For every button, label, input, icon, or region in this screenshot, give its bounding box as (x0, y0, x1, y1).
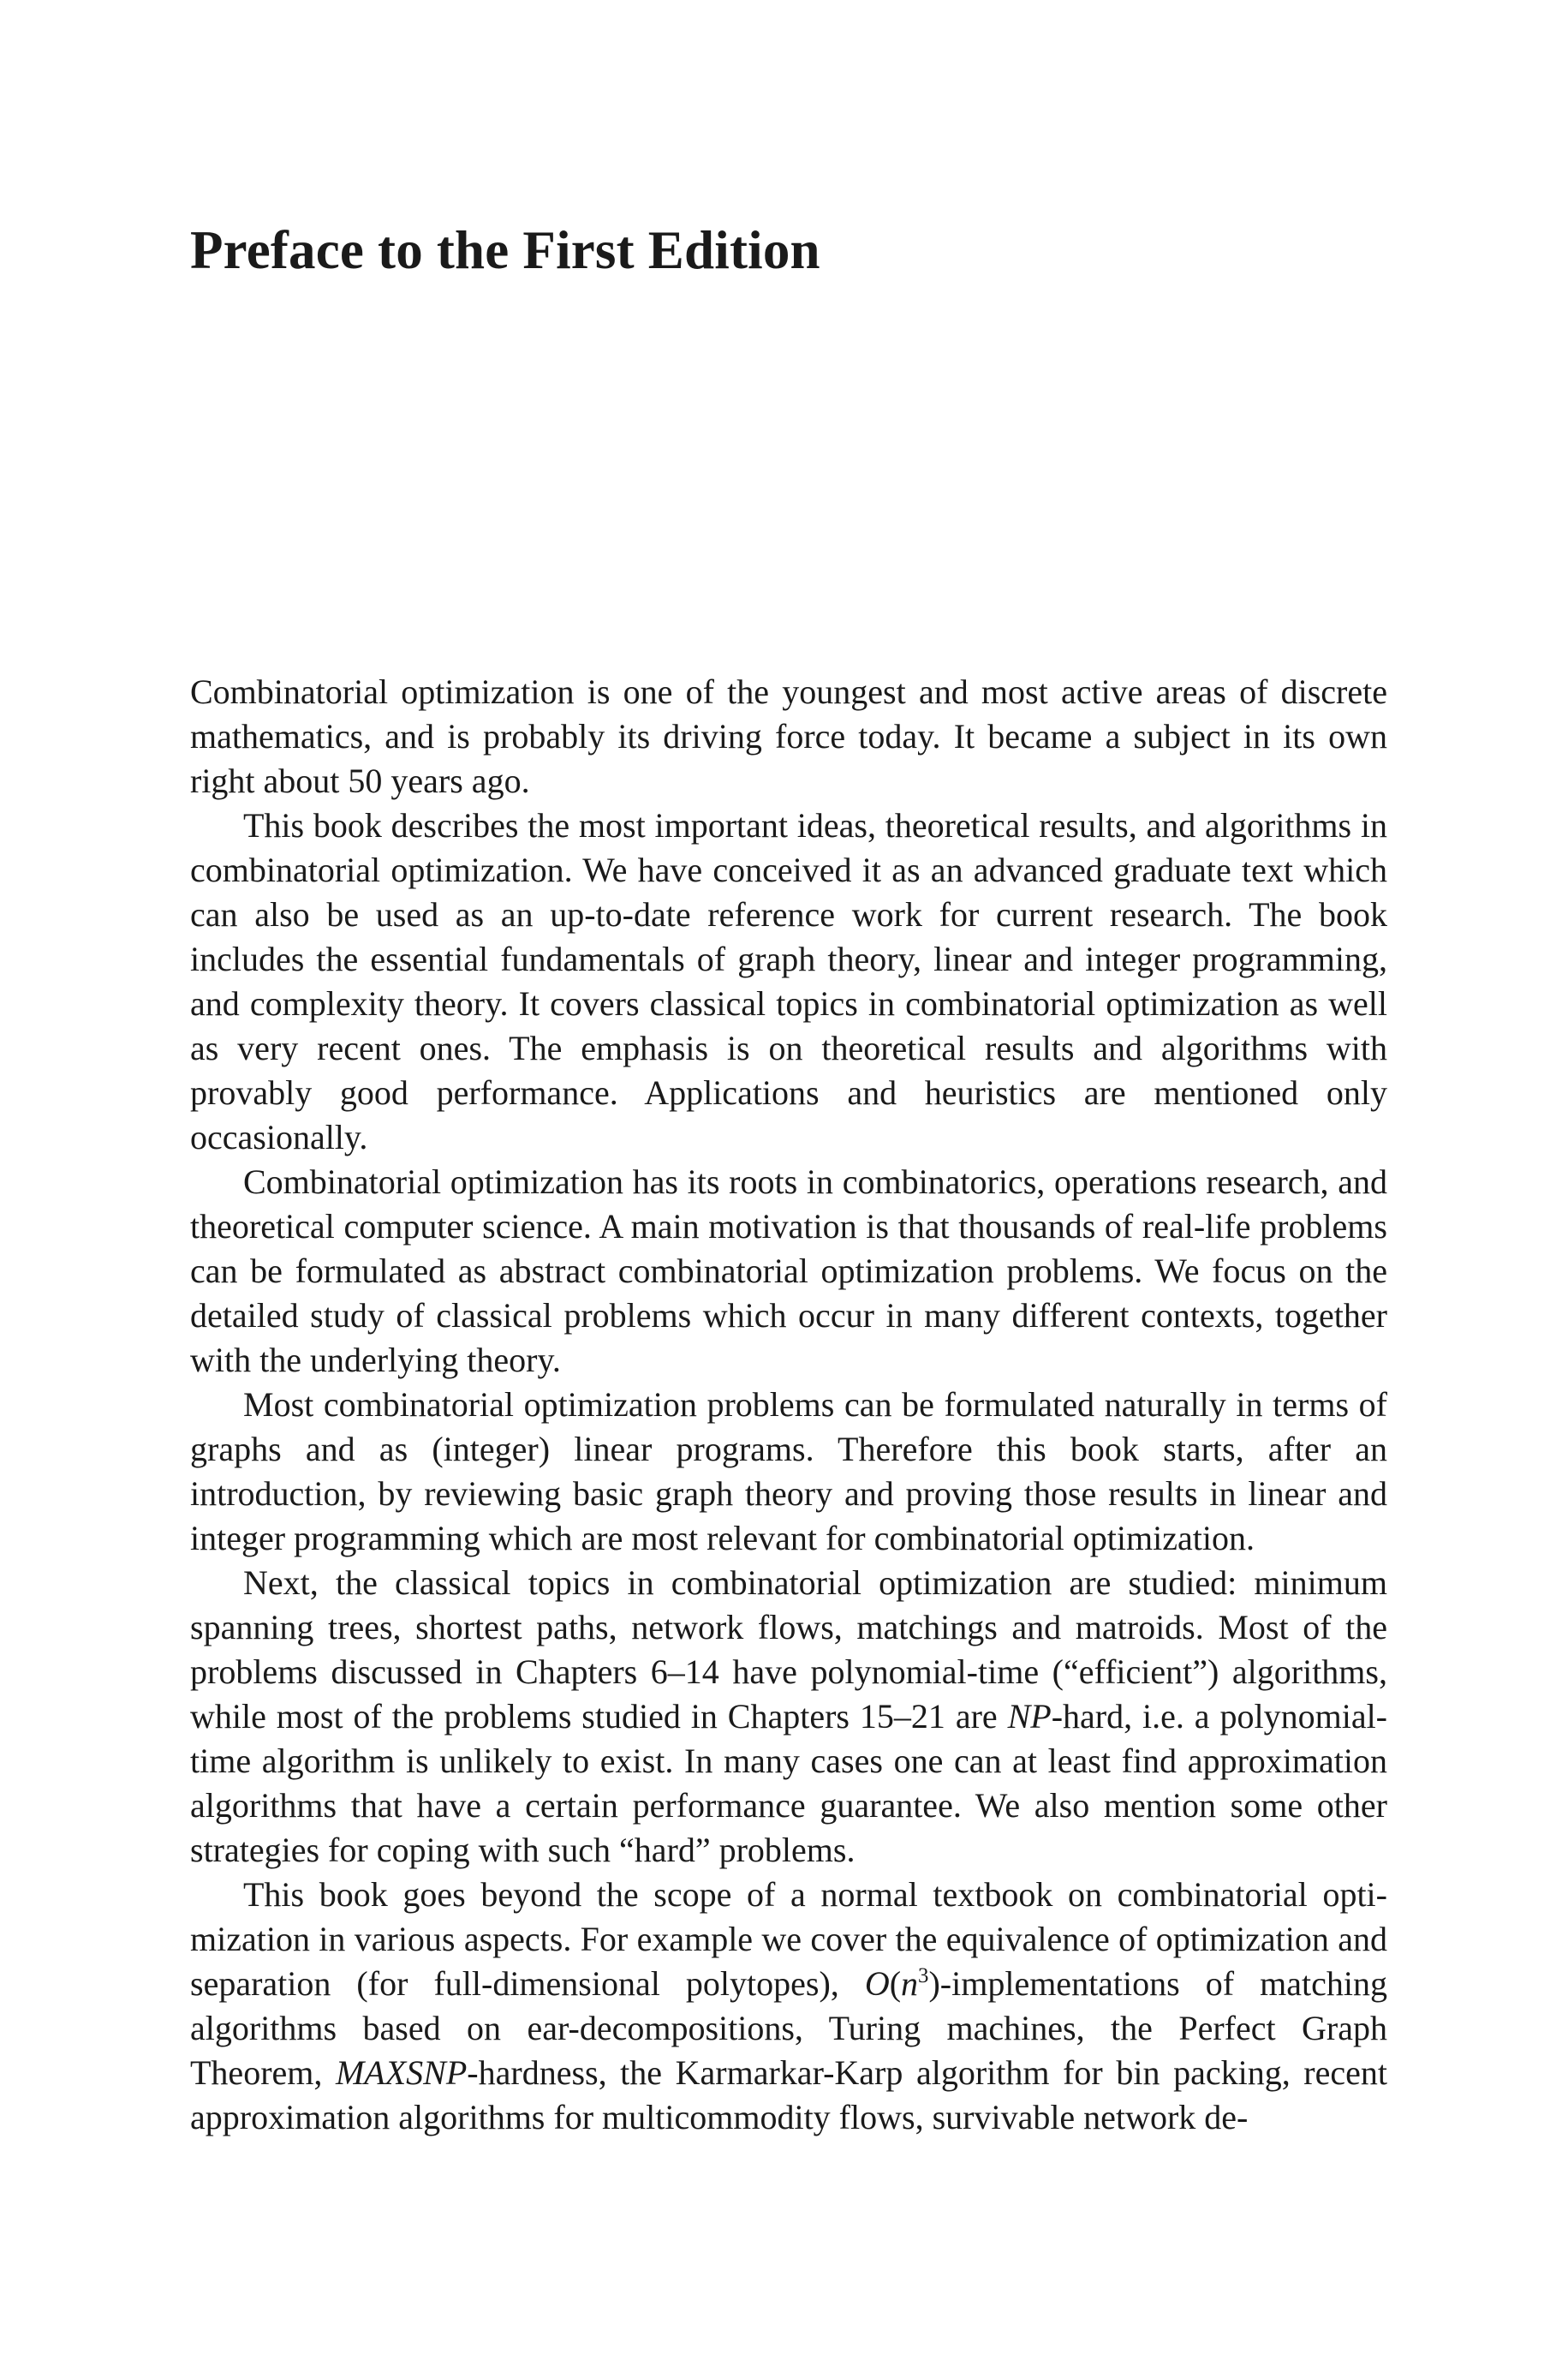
paragraph-5-text-a: Next, the classical topics in combinatorial optimization are studied: minimum spanning trees, shortest paths, network flows, matchings and matroids. Most of the problems discussed in Chapters 6–14 have polynomial-time (“efficient”) algorithms, while most of the problems studied in Chapters 15–21 are (190, 1563, 1387, 1736)
open-paren: ( (889, 1964, 902, 2003)
paragraph-6-text-b: -implementations of matching algorithms based on ear-decompositions, Turing machines, the Perfect Graph Theorem, (190, 1964, 1387, 2092)
paragraph-5-text-b: -hard, i.e. a polynomial-time algorithm is unlikely to exist. In many cases one can at least find approximation algorithms that have a certain performance guarantee. We also mention some other strategies for coping with such “hard” problems. (190, 1697, 1388, 1869)
maxsnp-term: MAXSNP (335, 2053, 468, 2092)
paragraph-5 (190, 1561, 1387, 1873)
paragraph-6 (190, 1873, 1387, 2140)
page-title: Preface to the First Edition (190, 220, 820, 280)
np-term: NP (1007, 1697, 1052, 1736)
paragraph-3: Combinatorial optimization has its roots in combinatorics, operations research, and theoretical computer science. A main motivation is that thousands of real-life problems can be formulated as abstract combinatorial optimization problems. We focus on the detailed study of classical problems which occur in many different contexts, together with the underlying theory. (190, 1162, 1387, 1379)
paragraph-6-text-c: -hardness, the Karmarkar-Karp algorithm for bin packing, recent approximation algorithms for multicommodity flows, survivable network de- (190, 2053, 1387, 2136)
variable-n: n (901, 1964, 919, 2003)
close-paren: ) (928, 1964, 940, 2003)
paragraph-2: This book describes the most important ideas, theoretical results, and algorithms in combinatorial optimization. We have conceived it as an advanced graduate text which can also be used as an up-to-date reference work for current research. The book includes the essential fundamentals of graph theory, linear and integer programming, and complexity theory. It covers classical topics in combinatorial optimization as well as very recent ones. The emphasis is on theoretical results and algorithms with provably good performance. Applications and heuristics are mentioned only occasionally. (190, 806, 1387, 1156)
paragraph-6-text-a: This book goes beyond the scope of a normal textbook on combinatorial optimization in various aspects. For example we cover the equivalence of optimization and separation (for full-dimensional polytopes), (190, 1875, 1387, 2003)
paragraph-4: Most combinatorial optimization problems can be formulated naturally in terms of graphs and as (integer) linear programs. Therefore this book starts, after an introduction, by reviewing basic graph theory and proving those results in linear and integer programming which are most relevant for combinatorial optimization. (190, 1385, 1387, 1557)
paragraph-1: Combinatorial optimization is one of the youngest and most active areas of discrete mathematics, and is probably its driving force today. It became a subject in its own right about 50 years ago. (190, 672, 1387, 800)
exponent-3: 3 (918, 1964, 929, 1988)
big-o-symbol: O (864, 1964, 890, 2003)
preface-body (190, 670, 1387, 2140)
